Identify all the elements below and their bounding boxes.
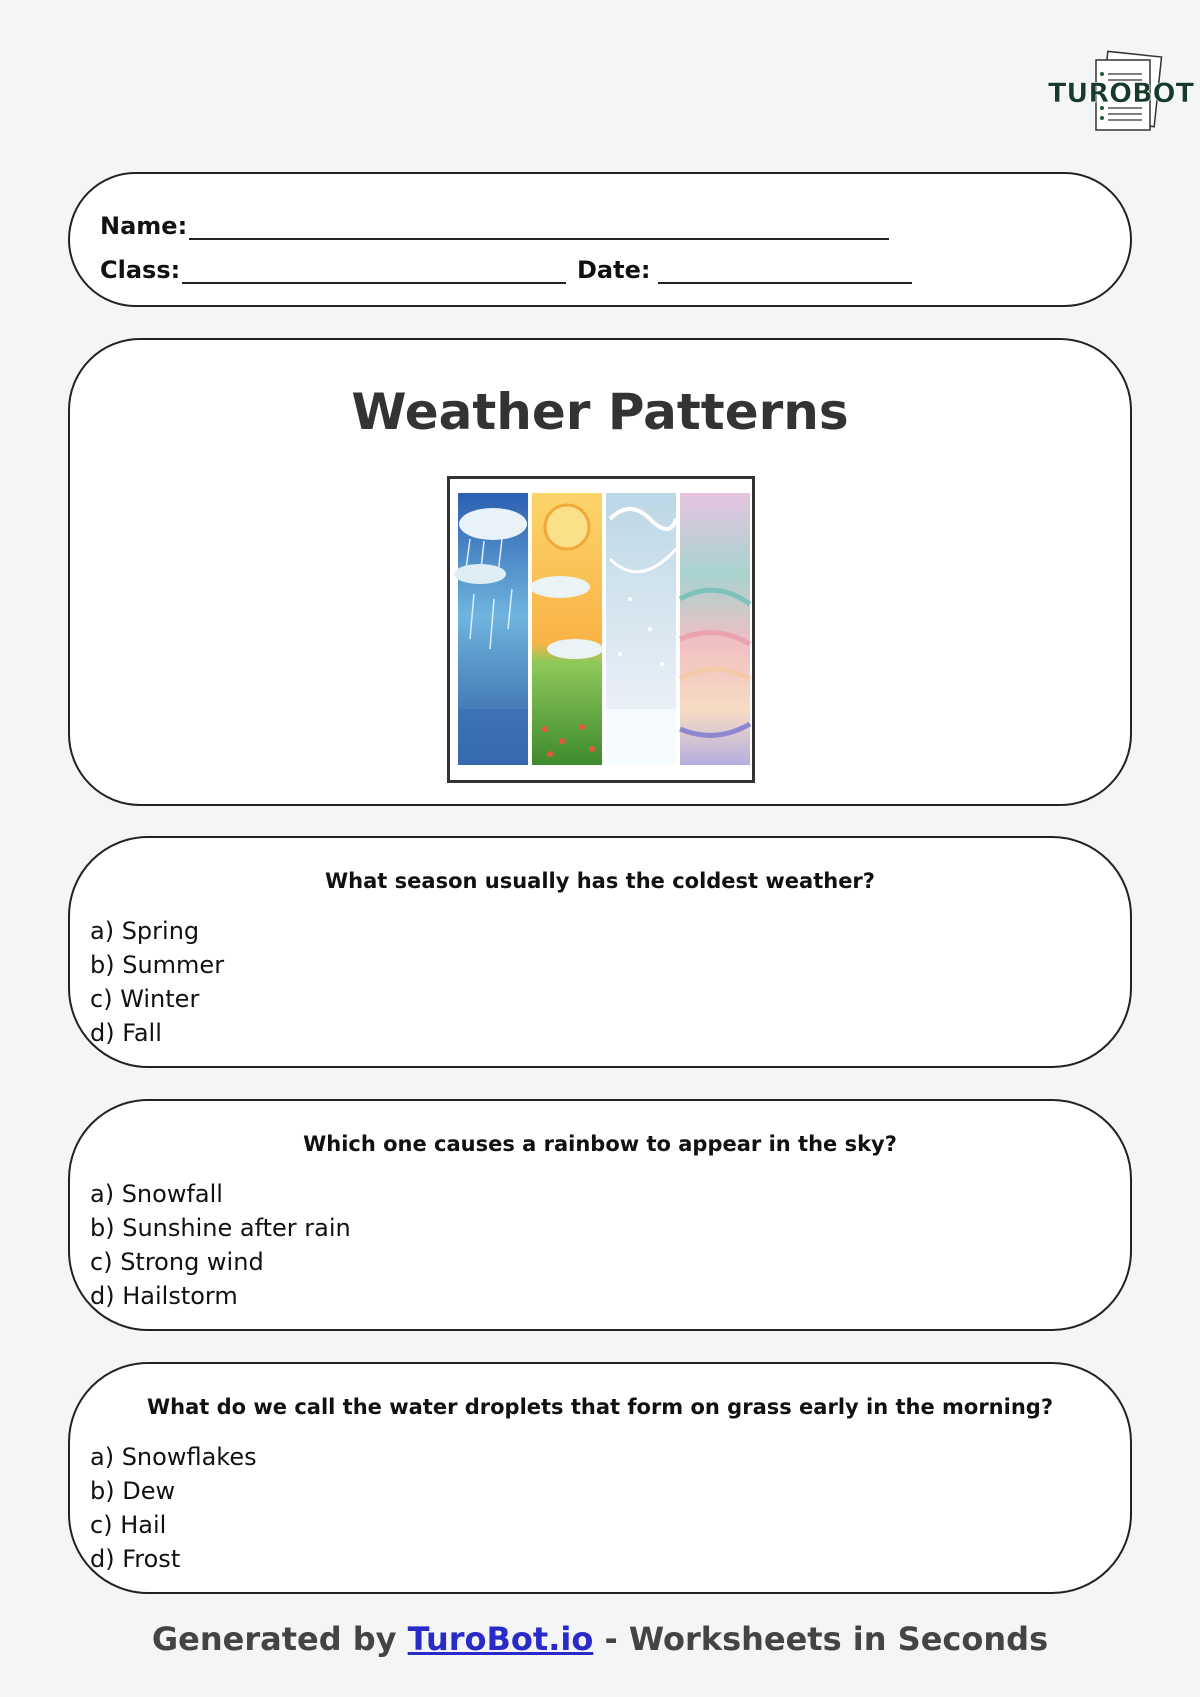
answer-options <box>90 1440 257 1576</box>
footer-credit <box>0 1614 1200 1664</box>
question-card-3 <box>68 1362 1132 1594</box>
answer-option[interactable]: b) Dew <box>90 1477 176 1505</box>
answer-option[interactable]: d) Hailstorm <box>90 1282 238 1310</box>
answer-option[interactable]: d) Fall <box>90 1019 162 1047</box>
answer-options <box>90 914 224 1050</box>
name-label: Name: <box>100 212 188 240</box>
answer-option[interactable]: b) Sunshine after rain <box>90 1214 351 1242</box>
turobot-logo <box>1046 52 1195 138</box>
answer-option[interactable]: a) Snowflakes <box>90 1443 257 1471</box>
name-field <box>100 212 889 240</box>
class-field <box>100 256 566 284</box>
class-label: Class: <box>100 256 181 284</box>
answer-option[interactable]: a) Snowfall <box>90 1180 223 1208</box>
answer-option[interactable]: a) Spring <box>90 917 200 945</box>
answer-option[interactable]: c) Winter <box>90 985 200 1013</box>
name-blank-line[interactable] <box>189 216 889 240</box>
answer-options <box>90 1177 351 1313</box>
footer-suffix: - Worksheets in Seconds <box>593 1620 1049 1658</box>
student-info-card <box>68 172 1132 307</box>
question-text: What season usually has the coldest weather? <box>325 869 875 893</box>
title-card <box>68 338 1132 806</box>
turobot-link[interactable]: TuroBot.io <box>407 1620 594 1658</box>
date-field <box>577 256 912 284</box>
question-text: Which one causes a rainbow to appear in the sky? <box>303 1132 897 1156</box>
answer-option[interactable]: b) Summer <box>90 951 225 979</box>
class-blank-line[interactable] <box>182 260 566 284</box>
date-blank-line[interactable] <box>658 260 912 284</box>
question-card-2 <box>68 1099 1132 1331</box>
four-seasons-weather-illustration <box>447 476 755 783</box>
answer-option[interactable]: c) Strong wind <box>90 1248 264 1276</box>
date-label: Date: <box>577 256 651 284</box>
worksheet-title: Weather Patterns <box>351 383 849 441</box>
answer-option[interactable]: d) Frost <box>90 1545 181 1573</box>
footer-prefix: Generated by <box>151 1620 408 1658</box>
question-card-1 <box>68 836 1132 1068</box>
question-text: What do we call the water droplets that form on grass early in the morning? <box>146 1395 1053 1419</box>
logo-wordmark: TUROBOT <box>1048 78 1195 109</box>
answer-option[interactable]: c) Hail <box>90 1511 167 1539</box>
